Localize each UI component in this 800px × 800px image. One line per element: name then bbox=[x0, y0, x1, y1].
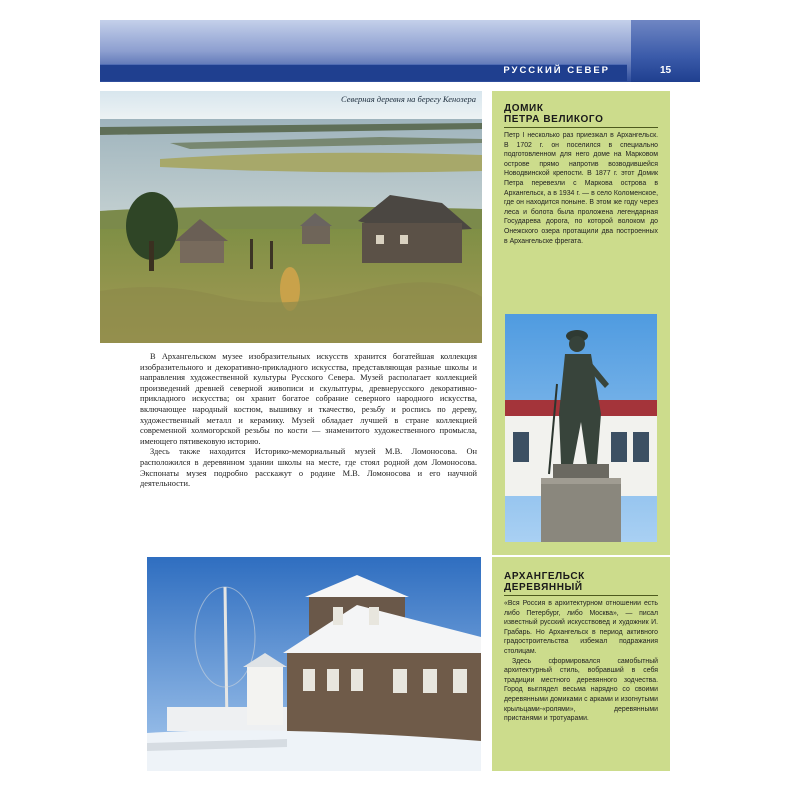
sidebar-heading-line2: ПЕТРА ВЕЛИКОГО bbox=[504, 114, 604, 125]
wooden-house-image bbox=[147, 557, 481, 771]
sidebar-wooden-text-2: Здесь сформировался самобытный архитектурный стиль, вобравший в себя традиции местного деревянного зодчества. Город выглядел весьма нарядно со своими деревянными домиками с арками и изогнутыми крыльцами-«ролями», деревянными пристанями и тротуарами. bbox=[504, 657, 658, 723]
article-paragraph-2: Здесь также находится Историко-мемориальный музей М.В. Ломоносова. Он расположился в деревянном здании школы на месте, где стоял родной дом Ломоносова. Экспонаты музея подробно расскажут о родине М.В. Ломоносова и его научной деятельности. bbox=[140, 447, 477, 489]
sidebar-wooden-text-1: «Вся Россия в архитектурном отношении есть либо Петербург, либо Москва», — писал известный русский искусствовед и художник И. Грабарь. Но Архангельск в период активного градостроительства избежал подражания столицам. bbox=[504, 600, 658, 655]
village-lake-image bbox=[100, 91, 482, 343]
running-title: РУССКИЙ СЕВЕР bbox=[503, 65, 610, 76]
sidebar-wooden-arkhangelsk bbox=[492, 557, 670, 771]
article-paragraph-1: В Архангельском музее изобразительных искусств хранится богатейшая коллекция изобразительного и декоративно-прикладного искусства, представляющая разные школы и направления художественной культуры Русского Севера. Музей располагает коллекцией произведений древней северной живописи и скульптуры, древнерусского декоративно-прикладного искусства; он хранит богатое собрание северного народного искусства, включающее народный костюм, вышивку и ткачество, резьбу и роспись по дереву, художественный металл и керамику. Музей обладает лучшей в стране коллекцией современной холмогорской резьбы по кости — знаменитого художественного промысла, имеющего пятивековую историю. bbox=[140, 352, 477, 446]
peter-statue-image bbox=[505, 314, 657, 542]
sidebar-heading-line1: АРХАНГЕЛЬСК bbox=[504, 571, 585, 582]
sidebar-heading-rule bbox=[504, 127, 658, 128]
main-article bbox=[140, 352, 477, 490]
photo-caption: Северная деревня на берегу Кенозера bbox=[341, 94, 476, 104]
peter-statue-photo bbox=[505, 314, 657, 542]
page-header bbox=[100, 20, 700, 82]
village-lake-photo bbox=[100, 91, 482, 343]
wooden-house-photo bbox=[147, 557, 481, 771]
sidebar-heading-rule bbox=[504, 595, 658, 596]
sidebar-heading-line1: ДОМИК bbox=[504, 103, 544, 114]
magazine-page bbox=[100, 20, 700, 780]
sidebar-peter-house bbox=[492, 91, 670, 555]
sidebar-heading-line2: ДЕРЕВЯННЫЙ bbox=[504, 582, 583, 593]
page-number: 15 bbox=[659, 65, 672, 76]
sidebar-peter-text: Петр I несколько раз приезжал в Архангельск. В 1702 г. он поселился в специально подготовленном для него доме на Марковом острове прямо напротив возводившейся Новодвинской крепости. В 1877 г. этот Домик Петра перевезли с Маркова острова в Архангельск, а в 1934 г. — в село Коломенское, где он находится поныне. В этом же году через леса и болота была проложена легендарная Государева дорога, по которой волоком до Онежского озера протащили два построенных в Архангельске фрегата. bbox=[504, 132, 658, 245]
page-number-box bbox=[631, 20, 700, 82]
